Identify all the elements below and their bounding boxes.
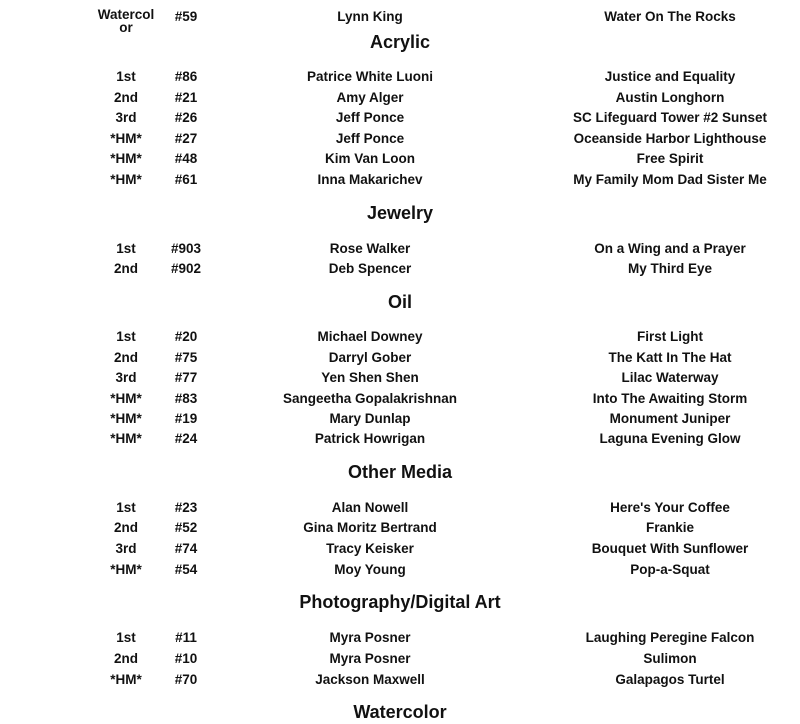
section-heading-other-media: Other Media — [347, 462, 453, 482]
entry-number: #61 — [174, 172, 198, 187]
artist-name: Gina Moritz Bertrand — [303, 520, 437, 535]
artist-name: Deb Spencer — [328, 261, 412, 276]
entry-number: #902 — [170, 261, 202, 276]
artist-name: Moy Young — [334, 562, 406, 577]
place-cell: 1st — [116, 69, 136, 84]
award-row — [0, 498, 800, 518]
artwork-title: Oceanside Harbor Lighthouse — [573, 131, 767, 146]
place-cell: 3rd — [115, 110, 137, 125]
artist-name: Yen Shen Shen — [321, 370, 419, 385]
artist-name: Kim Van Loon — [324, 151, 415, 166]
artist-name: Myra Posner — [329, 630, 411, 645]
place-cell: *HM* — [110, 391, 142, 406]
place-cell: *HM* — [110, 151, 142, 166]
place-cell: 3rd — [115, 370, 137, 385]
award-row — [0, 389, 800, 409]
artist-name: Jeff Ponce — [335, 110, 405, 125]
award-row — [0, 429, 800, 449]
artist-name: Lynn King — [337, 9, 403, 24]
section-heading-jewelry: Jewelry — [366, 203, 434, 223]
award-row — [0, 409, 800, 429]
award-row — [0, 170, 800, 190]
place-cell: 2nd — [113, 520, 138, 535]
place-cell: 2nd — [113, 261, 138, 276]
artwork-title: My Third Eye — [627, 261, 713, 276]
award-row — [0, 368, 800, 388]
place-cell: *HM* — [110, 431, 142, 446]
artwork-title: Galapagos Turtel — [615, 672, 725, 687]
artwork-title: Bouquet With Sunflower — [591, 541, 749, 556]
artwork-title: Water On The Rocks — [604, 9, 736, 24]
entry-number: #52 — [174, 520, 198, 535]
place-cell: *HM* — [110, 131, 142, 146]
entry-number: #903 — [170, 241, 202, 256]
place-cell: *HM* — [110, 672, 142, 687]
entry-number: #70 — [174, 672, 198, 687]
section-heading-photography-digital-art: Photography/Digital Art — [299, 592, 501, 612]
award-row — [0, 670, 800, 690]
award-row — [0, 649, 800, 669]
entry-number: #26 — [174, 110, 198, 125]
artwork-title: Laughing Peregine Falcon — [585, 630, 755, 645]
award-row — [0, 327, 800, 347]
artwork-title: The Katt In The Hat — [608, 350, 732, 365]
place-cell: 1st — [116, 500, 136, 515]
artwork-title: Justice and Equality — [604, 69, 736, 84]
place-cell: *HM* — [110, 411, 142, 426]
place-line-1: Watercol — [97, 7, 155, 22]
place-cell: 2nd — [113, 651, 138, 666]
artwork-title: Lilac Waterway — [621, 370, 719, 385]
place-cell: *HM* — [110, 562, 142, 577]
artist-name: Alan Nowell — [331, 500, 409, 515]
award-row — [0, 129, 800, 149]
entry-number: #24 — [174, 431, 198, 446]
award-row — [0, 560, 800, 580]
artist-name: Patrice White Luoni — [306, 69, 433, 84]
award-row — [0, 88, 800, 108]
entry-number: #27 — [174, 131, 198, 146]
section-heading-watercolor: Watercolor — [353, 702, 447, 722]
entry-number: #75 — [174, 350, 198, 365]
artwork-title: First Light — [637, 329, 703, 344]
artwork-title: Laguna Evening Glow — [599, 431, 741, 446]
place-line-2: or — [119, 20, 133, 35]
award-row — [0, 518, 800, 538]
artwork-title: SC Lifeguard Tower #2 Sunset — [572, 110, 768, 125]
place-cell: *HM* — [110, 172, 142, 187]
section-heading-acrylic: Acrylic — [369, 32, 431, 52]
entry-number: #20 — [174, 329, 198, 344]
place-cell: 3rd — [115, 541, 137, 556]
artist-name: Darryl Gober — [328, 350, 412, 365]
place-cell: 1st — [116, 241, 136, 256]
entry-number: #19 — [174, 411, 198, 426]
entry-number: #48 — [174, 151, 198, 166]
artist-name: Myra Posner — [329, 651, 411, 666]
place-cell: 1st — [116, 329, 136, 344]
artwork-title: Pop-a-Squat — [630, 562, 710, 577]
entry-number: #59 — [174, 9, 198, 24]
artist-name: Amy Alger — [336, 90, 404, 105]
entry-number: #10 — [174, 651, 198, 666]
artwork-title: Austin Longhorn — [615, 90, 725, 105]
entry-number: #83 — [174, 391, 198, 406]
entry-number: #74 — [174, 541, 198, 556]
place-cell: 2nd — [113, 350, 138, 365]
artwork-title: Sulimon — [643, 651, 697, 666]
award-row — [0, 348, 800, 368]
artist-name: Sangeetha Gopalakrishnan — [282, 391, 458, 406]
artist-name: Rose Walker — [329, 241, 411, 256]
entry-number: #21 — [174, 90, 198, 105]
artwork-title: Free Spirit — [636, 151, 704, 166]
entry-number: #23 — [174, 500, 198, 515]
award-row — [0, 149, 800, 169]
award-row — [0, 628, 800, 648]
entry-number: #86 — [174, 69, 198, 84]
place-cell: 1st — [116, 630, 136, 645]
artwork-title: Frankie — [645, 520, 695, 535]
entry-number: #54 — [174, 562, 198, 577]
award-row — [0, 539, 800, 559]
artwork-title: On a Wing and a Prayer — [594, 241, 746, 256]
artist-name: Jackson Maxwell — [315, 672, 425, 687]
award-row — [0, 259, 800, 279]
section-heading-oil: Oil — [387, 292, 412, 312]
award-row — [0, 239, 800, 259]
artist-name: Mary Dunlap — [329, 411, 411, 426]
artwork-title: Here's Your Coffee — [610, 500, 730, 515]
artist-name: Inna Makarichev — [317, 172, 423, 187]
artwork-title: Into The Awaiting Storm — [592, 391, 748, 406]
artist-name: Jeff Ponce — [335, 131, 405, 146]
award-row — [0, 67, 800, 87]
artist-name: Tracy Keisker — [326, 541, 414, 556]
artist-name: Michael Downey — [317, 329, 423, 344]
entry-number: #11 — [175, 630, 197, 645]
artwork-title: My Family Mom Dad Sister Me — [573, 172, 767, 187]
artist-name: Patrick Howrigan — [314, 431, 426, 446]
artwork-title: Monument Juniper — [609, 411, 731, 426]
place-cell: 2nd — [113, 90, 138, 105]
award-row — [0, 108, 800, 128]
entry-number: #77 — [174, 370, 198, 385]
